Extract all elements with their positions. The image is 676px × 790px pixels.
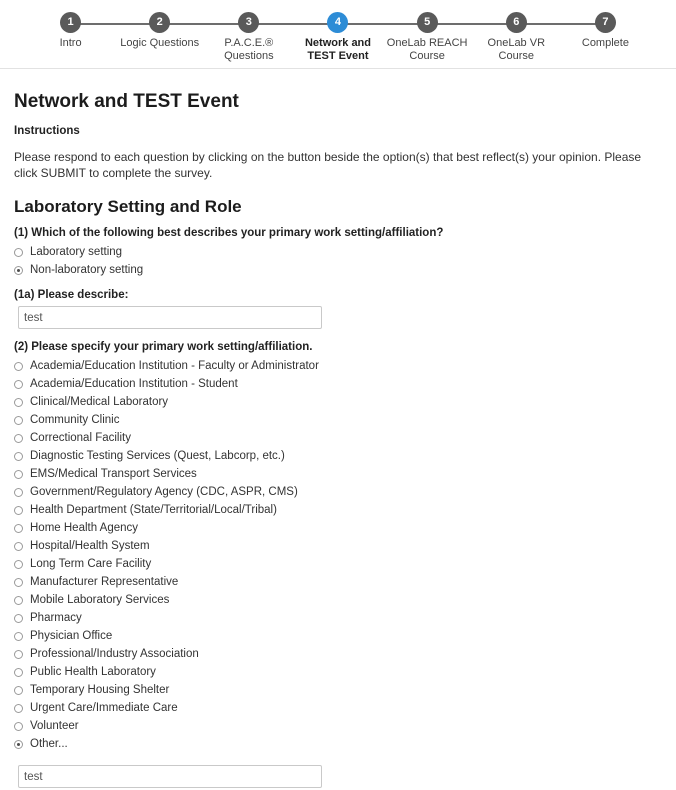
radio-button-icon[interactable] [14,524,23,533]
stepper-step-2[interactable] [115,12,204,63]
question-2-option[interactable] [14,503,662,517]
stepper-step-number: 6 [506,12,527,33]
section-title: Laboratory Setting and Role [14,197,242,216]
radio-button-icon[interactable] [14,416,23,425]
question-1-option[interactable] [14,245,662,259]
header-divider [0,68,676,69]
question-2-option-label: Public Health Laboratory [30,666,156,678]
question-1-option-label: Non-laboratory setting [30,264,144,276]
radio-button-icon[interactable] [14,614,23,623]
question-2-option-label: Professional/Industry Association [30,648,199,660]
question-2-options [14,359,662,751]
stepper-step-label: Intro [59,37,82,49]
radio-button-icon[interactable] [14,434,23,443]
radio-button-icon[interactable] [14,380,23,389]
question-2-option-label: Clinical/Medical Laboratory [30,396,169,408]
question-2-option[interactable] [14,485,662,499]
survey-content [0,91,676,790]
radio-button-icon[interactable] [14,560,23,569]
progress-stepper [0,0,676,66]
question-2-option[interactable] [14,647,662,661]
stepper-step-3[interactable] [204,12,293,63]
question-2-option-label: Pharmacy [30,612,82,624]
question-2-option-label: Community Clinic [30,414,120,426]
question-2-option[interactable] [14,737,662,751]
question-2-option-label: Volunteer [30,720,79,732]
radio-button-icon[interactable] [14,668,23,677]
question-2-option-label: EMS/Medical Transport Services [30,468,197,480]
question-2-option[interactable] [14,413,662,427]
question-2-option[interactable] [14,467,662,481]
question-2-option[interactable] [14,629,662,643]
question-2-option-label: Home Health Agency [30,522,139,534]
radio-button-icon[interactable] [14,578,23,587]
stepper-step-number: 2 [149,12,170,33]
question-2-text: (2) Please specify your primary work setting/affiliation. [14,341,313,353]
radio-button-icon[interactable] [14,452,23,461]
question-2-option-label: Temporary Housing Shelter [30,684,170,696]
question-2-option-label: Government/Regulatory Agency (CDC, ASPR, CMS) [30,486,298,498]
question-2-option-label: Hospital/Health System [30,540,150,552]
question-2-option[interactable] [14,377,662,391]
radio-button-icon[interactable] [14,506,23,515]
radio-button-icon[interactable] [14,704,23,713]
stepper-step-6[interactable] [472,12,561,63]
stepper-step-label: P.A.C.E.® Questions [224,37,274,62]
question-2-option-label: Correctional Facility [30,432,131,444]
question-2-option[interactable] [14,359,662,373]
question-2-option[interactable] [14,575,662,589]
stepper-step-label: Complete [581,37,629,49]
question-1-option-label: Laboratory setting [30,246,123,258]
radio-button-icon[interactable] [14,398,23,407]
question-2-option[interactable] [14,521,662,535]
stepper-step-label: OneLab VR Course [487,37,546,62]
question-2-option-label: Long Term Care Facility [30,558,152,570]
radio-button-icon[interactable] [14,266,23,275]
stepper-step-7[interactable] [561,12,650,63]
question-2-option[interactable] [14,683,662,697]
radio-button-icon[interactable] [14,542,23,551]
page-title: Network and TEST Event [14,91,239,112]
radio-button-icon[interactable] [14,362,23,371]
question-2-option[interactable] [14,593,662,607]
question-2-option[interactable] [14,557,662,571]
radio-button-icon[interactable] [14,686,23,695]
question-2-other-input[interactable] [18,765,322,788]
stepper-step-number: 5 [417,12,438,33]
question-1a-input[interactable] [18,306,322,329]
radio-button-icon[interactable] [14,722,23,731]
stepper-step-number: 1 [60,12,81,33]
question-2-option[interactable] [14,719,662,733]
question-2-option-label: Physician Office [30,630,113,642]
radio-button-icon[interactable] [14,740,23,749]
radio-button-icon[interactable] [14,488,23,497]
radio-button-icon[interactable] [14,596,23,605]
question-2-option[interactable] [14,701,662,715]
question-2-option[interactable] [14,665,662,679]
stepper-step-4[interactable] [293,12,382,63]
question-2-option-label: Other... [30,738,68,750]
stepper-step-5[interactable] [383,12,472,63]
instructions-label: Instructions [14,125,80,137]
question-1a-label: (1a) Please describe: [14,289,129,301]
stepper-step-number: 4 [327,12,348,33]
question-2-option-label: Mobile Laboratory Services [30,594,170,606]
stepper-step-number: 7 [595,12,616,33]
stepper-step-label: Network and TEST Event [304,37,371,62]
question-2-option-label: Manufacturer Representative [30,576,179,588]
question-2-option[interactable] [14,539,662,553]
radio-button-icon[interactable] [14,632,23,641]
question-1-option[interactable] [14,263,662,277]
stepper-step-number: 3 [238,12,259,33]
question-1-options [14,245,662,277]
question-2-option-label: Urgent Care/Immediate Care [30,702,178,714]
stepper-steps [0,12,676,63]
stepper-step-label: OneLab REACH Course [386,37,468,62]
question-2-option[interactable] [14,395,662,409]
stepper-step-label: Logic Questions [120,37,200,49]
question-2-option[interactable] [14,431,662,445]
instructions-text: Please respond to each question by clicking on the button beside the option(s) that best reflect(s) your opinion. Please click SUBMIT to complete the survey. [14,150,642,180]
stepper-step-1[interactable] [26,12,115,63]
question-2-option[interactable] [14,449,662,463]
radio-button-icon[interactable] [14,470,23,479]
question-2-option-label: Health Department (State/Territorial/Local/Tribal) [30,504,277,516]
question-1-text: (1) Which of the following best describes your primary work setting/affiliation? [14,227,444,239]
radio-button-icon[interactable] [14,650,23,659]
question-2-option-label: Academia/Education Institution - Faculty or Administrator [30,360,319,372]
radio-button-icon[interactable] [14,248,23,257]
question-2-option[interactable] [14,611,662,625]
question-2-option-label: Academia/Education Institution - Student [30,378,238,390]
question-2-option-label: Diagnostic Testing Services (Quest, Labcorp, etc.) [30,450,285,462]
